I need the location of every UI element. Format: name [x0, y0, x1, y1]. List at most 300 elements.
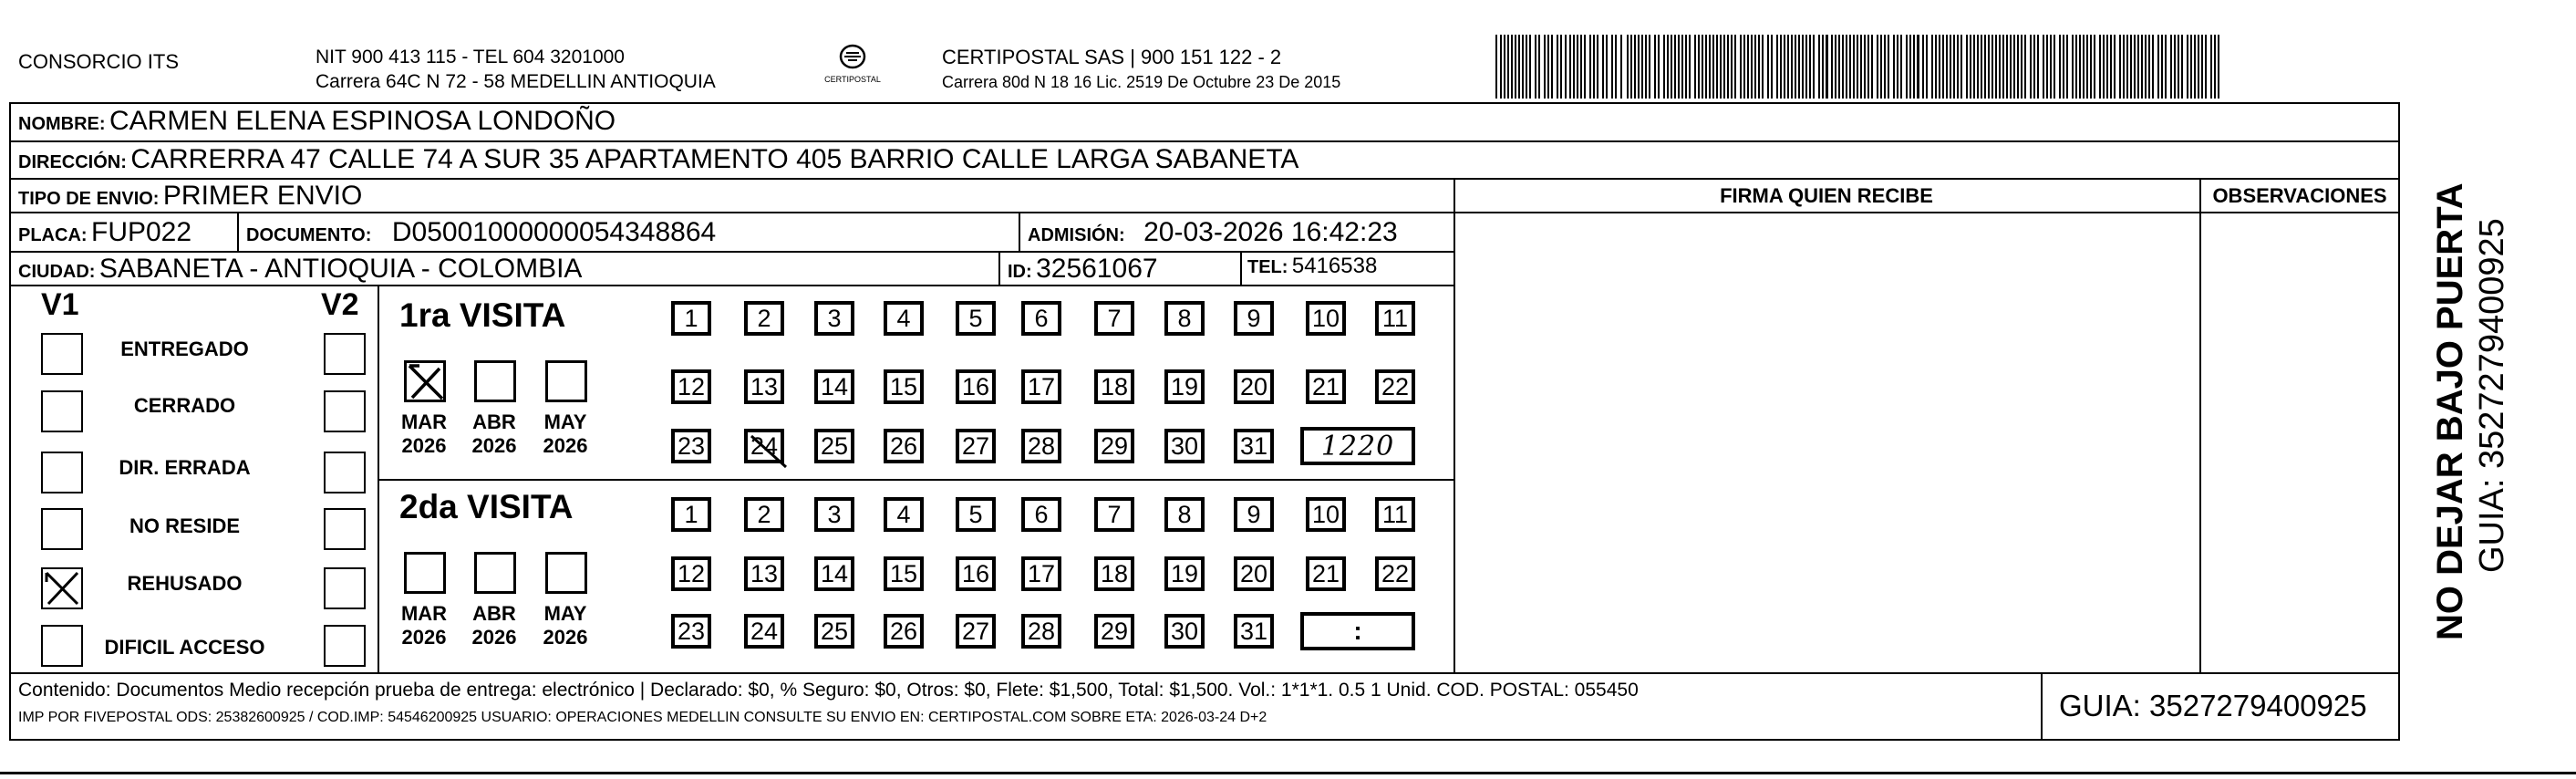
barcode-bar: [2106, 35, 2108, 99]
barcode-bar: [2205, 35, 2207, 99]
v1-checkbox[interactable]: [41, 452, 83, 493]
day-number: 16: [961, 559, 990, 587]
day-box[interactable]: [884, 369, 924, 404]
day-box[interactable]: [1021, 614, 1061, 649]
barcode-bar: [2218, 35, 2219, 99]
month-label: ABR 2026: [471, 602, 517, 649]
v1-checkbox[interactable]: [41, 625, 83, 667]
barcode-bar: [1931, 35, 1933, 99]
barcode-bar: [1776, 35, 1778, 99]
day-number: 4: [896, 304, 911, 332]
barcode-bar: [1495, 35, 1497, 99]
barcode-bar: [1645, 35, 1647, 99]
barcode-bar: [2006, 35, 2008, 99]
barcode-bar: [1970, 35, 1971, 99]
day-number: 27: [961, 617, 990, 645]
barcode-bar: [2079, 35, 2081, 99]
month-label: MAY 2026: [543, 602, 588, 649]
day-box[interactable]: [671, 497, 711, 532]
barcode-bar: [1611, 35, 1613, 99]
day-box[interactable]: [1234, 614, 1274, 649]
day-number: 9: [1247, 500, 1261, 528]
barcode-bar: [1846, 35, 1847, 99]
check-mark-icon: [746, 429, 791, 471]
day-box[interactable]: [1021, 556, 1061, 591]
check-mark-icon: [43, 569, 81, 608]
barcode-bar: [1573, 35, 1575, 99]
barcode-bar: [1515, 35, 1516, 99]
day-box[interactable]: [956, 556, 996, 591]
barcode-bar: [2141, 35, 2143, 99]
day-box[interactable]: [1375, 369, 1415, 404]
barcode-bar: [1857, 35, 1858, 99]
day-box[interactable]: [1094, 301, 1134, 336]
day-number: 2: [757, 304, 771, 332]
day-number: 7: [1107, 304, 1122, 332]
documento-field: [246, 217, 716, 248]
day-box[interactable]: [814, 369, 854, 404]
tel-label: TEL:: [1247, 257, 1288, 277]
barcode-bar: [2181, 35, 2183, 99]
barcode-bar: [1709, 35, 1711, 99]
tipo-row: [18, 181, 362, 212]
barcode-bar: [2137, 35, 2139, 99]
barcode-bar: [1853, 35, 1855, 99]
barcode-bar: [1649, 35, 1650, 99]
certipostal-address: Carrera 80d N 18 16 Lic. 2519 De Octubre 23 De 2015: [942, 73, 1341, 91]
day-box[interactable]: [1306, 556, 1346, 591]
tel-field: [1247, 254, 1377, 279]
day-box[interactable]: [814, 429, 854, 463]
day-box[interactable]: [814, 614, 854, 649]
day-number: 28: [1027, 617, 1056, 645]
day-box[interactable]: [1094, 556, 1134, 591]
month-checkbox[interactable]: [545, 360, 587, 402]
company-name: CONSORCIO ITS: [18, 50, 180, 73]
day-number: 16: [961, 372, 990, 400]
barcode-bar: [1953, 35, 1955, 99]
day-box[interactable]: [814, 556, 854, 591]
day-number: 14: [820, 372, 849, 400]
day-number: 17: [1027, 559, 1056, 587]
barcode-bar: [2094, 35, 2095, 99]
day-box[interactable]: [744, 369, 784, 404]
footer-contenido: Contenido: Documentos Medio recepción prueba de entrega: electrónico | Declarado: $0, % Seguro: $0, Otros: $0, Flete: $1,500, Total: $1,500. Vol.: 1*1*1. 0.5 1 Unid. COD. POSTAL: 055450: [18, 680, 1639, 701]
month-label: MAR 2026: [400, 602, 448, 649]
v2-header: V2: [321, 287, 359, 322]
placa-label: PLACA:: [18, 225, 88, 245]
barcode-bar: [2017, 35, 2019, 99]
day-box[interactable]: [1234, 556, 1274, 591]
day-box[interactable]: [1094, 614, 1134, 649]
day-number: 18: [1100, 372, 1129, 400]
status-label: REHUSADO: [127, 572, 243, 595]
day-number: 26: [889, 617, 918, 645]
day-box[interactable]: [956, 301, 996, 336]
tel-value: 5416538: [1291, 254, 1378, 278]
day-number: 27: [961, 431, 990, 460]
day-number: 17: [1027, 372, 1056, 400]
barcode-bar: [2072, 35, 2074, 99]
barcode-bar: [1950, 35, 1951, 99]
day-number: 4: [896, 500, 911, 528]
barcode-bar: [1984, 35, 1986, 99]
barcode-bar: [2194, 35, 2196, 99]
barcode-bar: [2099, 35, 2101, 99]
day-box[interactable]: [1164, 429, 1205, 463]
barcode-bar: [1860, 35, 1862, 99]
day-number: 8: [1177, 500, 1192, 528]
day-box[interactable]: [1164, 497, 1205, 532]
day-box[interactable]: [956, 369, 996, 404]
side-warning: NO DEJAR BAJO PUERTA: [2430, 182, 2470, 640]
day-box[interactable]: [1234, 429, 1274, 463]
time-box[interactable]: [1300, 427, 1415, 465]
day-number: 14: [820, 559, 849, 587]
barcode-bar: [1884, 35, 1886, 99]
barcode-bar: [2010, 35, 2012, 99]
v1-checkbox[interactable]: [41, 333, 83, 375]
barcode-bar: [2178, 35, 2179, 99]
day-box[interactable]: [956, 614, 996, 649]
barcode-bar: [1663, 35, 1665, 99]
day-box[interactable]: [1164, 614, 1205, 649]
barcode-bar: [1551, 35, 1553, 99]
barcode-bar: [2024, 35, 2026, 99]
barcode-bar: [2059, 35, 2061, 99]
v2-checkbox[interactable]: [324, 567, 366, 609]
barcode-bar: [2037, 35, 2039, 99]
month-label: ABR 2026: [471, 410, 517, 457]
firma-label: FIRMA QUIEN RECIBE: [1720, 184, 1933, 207]
day-number: 8: [1177, 304, 1192, 332]
day-box[interactable]: [1164, 301, 1205, 336]
barcode-bar: [1942, 35, 1944, 99]
day-number: 29: [1100, 431, 1129, 460]
barcode-bar: [1698, 35, 1700, 99]
admision-value: 20-03-2026 16:42:23: [1143, 217, 1398, 247]
barcode: [1495, 35, 2225, 99]
barcode-bar: [1864, 35, 1866, 99]
day-number: 20: [1239, 372, 1268, 400]
day-box[interactable]: [814, 301, 854, 336]
barcode-bar: [1966, 35, 1968, 99]
day-box[interactable]: [671, 369, 711, 404]
day-number: 11: [1381, 500, 1409, 528]
day-box[interactable]: [1094, 429, 1134, 463]
barcode-bar: [1720, 35, 1722, 99]
day-box[interactable]: [884, 497, 924, 532]
barcode-bar: [2103, 35, 2105, 99]
barcode-bar: [1795, 35, 1796, 99]
id-value: 32561067: [1036, 254, 1158, 284]
day-box[interactable]: [1094, 497, 1134, 532]
day-number: 15: [889, 559, 918, 587]
v2-checkbox[interactable]: [324, 452, 366, 493]
day-box[interactable]: [1375, 497, 1415, 532]
day-number: 3: [827, 304, 842, 332]
barcode-bar: [2123, 35, 2125, 99]
day-number: 15: [889, 372, 918, 400]
time-box[interactable]: [1300, 612, 1415, 650]
day-number: 21: [1311, 372, 1340, 400]
barcode-bar: [1999, 35, 2001, 99]
nombre-label: NOMBRE:: [18, 114, 106, 134]
barcode-bar: [2165, 35, 2167, 99]
barcode-bar: [1667, 35, 1669, 99]
first-visit-title: 1ra VISITA: [399, 296, 566, 334]
month-checkbox[interactable]: [404, 360, 446, 402]
v2-checkbox[interactable]: [324, 625, 366, 667]
month-label: MAR 2026: [400, 410, 448, 457]
barcode-bar: [1685, 35, 1687, 99]
barcode-bar: [2190, 35, 2192, 99]
barcode-bar: [2030, 35, 2032, 99]
barcode-bar: [1877, 35, 1878, 99]
barcode-bar: [1678, 35, 1680, 99]
day-box[interactable]: [884, 556, 924, 591]
barcode-bar: [1798, 35, 1800, 99]
day-box[interactable]: [671, 556, 711, 591]
barcode-bar: [1511, 35, 1513, 99]
placa-value: FUP022: [91, 217, 192, 247]
documento-value: D050010000000543488​64: [391, 217, 717, 247]
barcode-bar: [1957, 35, 1959, 99]
barcode-bar: [1627, 35, 1629, 99]
barcode-bar: [1535, 35, 1536, 99]
day-number: 10: [1311, 304, 1340, 332]
side-guia: GUIA: 3527279400925: [2473, 218, 2511, 573]
day-box[interactable]: [1306, 497, 1346, 532]
ciudad-value: SABANETA - ANTIOQUIA - COLOMBIA: [98, 254, 583, 284]
day-box[interactable]: [884, 301, 924, 336]
certipostal-logo: [816, 41, 889, 91]
day-box[interactable]: [1306, 369, 1346, 404]
month-label: MAY 2026: [543, 410, 588, 457]
v1-checkbox[interactable]: [41, 390, 83, 432]
barcode-bar: [1767, 35, 1769, 99]
day-box[interactable]: [671, 301, 711, 336]
barcode-bar: [2013, 35, 2015, 99]
barcode-bar: [1838, 35, 1840, 99]
barcode-bar: [1988, 35, 1990, 99]
barcode-bar: [1689, 35, 1691, 99]
day-box[interactable]: [1164, 369, 1205, 404]
barcode-bar: [2046, 35, 2048, 99]
barcode-bar: [1935, 35, 1937, 99]
day-box[interactable]: [1021, 369, 1061, 404]
documento-label: DOCUMENTO:: [246, 225, 372, 245]
id-label: ID:: [1008, 262, 1032, 282]
barcode-bar: [2130, 35, 2132, 99]
barcode-bar: [2114, 35, 2116, 99]
day-box[interactable]: [744, 497, 784, 532]
footer-imp: IMP POR FIVEPOSTAL ODS: 25382600925 / COD.IMP: 54546200925 USUARIO: OPERACIONES MEDELLIN CONSULTE SU ENVIO EN: CERTIPOSTAL.COM SOBRE ETA: 2026-03-24 D+2: [18, 710, 1267, 725]
day-box[interactable]: [1021, 301, 1061, 336]
day-box[interactable]: [744, 301, 784, 336]
barcode-bar: [1835, 35, 1836, 99]
v1-checkbox[interactable]: [41, 508, 83, 550]
check-mark-icon: [407, 363, 445, 401]
day-box[interactable]: [744, 429, 784, 463]
barcode-bar: [2054, 35, 2055, 99]
barcode-bar: [1681, 35, 1683, 99]
second-visit-title: 2da VISITA: [399, 488, 574, 525]
day-box[interactable]: [1234, 301, 1274, 336]
barcode-bar: [1762, 35, 1764, 99]
barcode-bar: [1731, 35, 1733, 99]
barcode-bar: [1802, 35, 1804, 99]
day-number: 28: [1027, 431, 1056, 460]
status-label: CERRADO: [133, 394, 236, 417]
day-box[interactable]: [814, 497, 854, 532]
day-number: 30: [1170, 431, 1199, 460]
v2-checkbox[interactable]: [324, 508, 366, 550]
month-checkbox[interactable]: [545, 552, 587, 594]
barcode-bar: [1638, 35, 1640, 99]
day-box[interactable]: [956, 497, 996, 532]
day-box[interactable]: [744, 614, 784, 649]
day-number: 31: [1239, 617, 1268, 645]
barcode-bar: [1606, 35, 1608, 99]
barcode-bar: [2033, 35, 2035, 99]
barcode-bar: [1991, 35, 1993, 99]
barcode-bar: [1560, 35, 1562, 99]
nit-line: NIT 900 413 115 - TEL 604 3201000: [316, 47, 625, 68]
barcode-bar: [2002, 35, 2004, 99]
v2-checkbox[interactable]: [324, 390, 366, 432]
day-number: 31: [1239, 431, 1268, 460]
status-label: DIR. ERRADA: [119, 456, 251, 479]
barcode-bar: [1507, 35, 1509, 99]
barcode-bar: [2198, 35, 2199, 99]
day-number: 19: [1170, 372, 1199, 400]
month-checkbox[interactable]: [474, 552, 516, 594]
barcode-bar: [1871, 35, 1873, 99]
day-number: 20: [1239, 559, 1268, 587]
barcode-bar: [2187, 35, 2188, 99]
barcode-bar: [1674, 35, 1676, 99]
tipo-label: TIPO DE ENVIO:: [18, 189, 160, 209]
day-box[interactable]: [1094, 369, 1134, 404]
day-box[interactable]: [671, 429, 711, 463]
day-box[interactable]: [1234, 369, 1274, 404]
barcode-bar: [1784, 35, 1785, 99]
day-number: 19: [1170, 559, 1199, 587]
day-number: 13: [750, 559, 779, 587]
day-box[interactable]: [1375, 301, 1415, 336]
day-number: 6: [1034, 304, 1049, 332]
day-box[interactable]: [744, 556, 784, 591]
barcode-bar: [1569, 35, 1571, 99]
day-number: 26: [889, 431, 918, 460]
barcode-bar: [1909, 35, 1911, 99]
day-box[interactable]: [1021, 429, 1061, 463]
status-label: DIFICIL ACCESO: [104, 636, 265, 659]
day-number: 18: [1100, 559, 1129, 587]
day-number: 29: [1100, 617, 1129, 645]
certipostal-line: CERTIPOSTAL SAS | 900 151 122 - 2: [942, 46, 1282, 68]
barcode-bar: [1981, 35, 1982, 99]
barcode-bar: [2083, 35, 2085, 99]
barcode-bar: [1597, 35, 1598, 99]
barcode-bar: [1641, 35, 1643, 99]
barcode-bar: [2075, 35, 2077, 99]
day-number: 23: [677, 617, 706, 645]
barcode-bar: [1818, 35, 1820, 99]
barcode-bar: [1620, 35, 1622, 99]
barcode-bar: [1580, 35, 1582, 99]
tipo-value: PRIMER ENVIO: [162, 181, 363, 211]
day-number: 25: [820, 431, 849, 460]
day-number: 1: [684, 304, 698, 332]
barcode-bar: [2086, 35, 2088, 99]
day-box[interactable]: [884, 614, 924, 649]
barcode-bar: [1880, 35, 1882, 99]
day-box[interactable]: [1021, 497, 1061, 532]
ciudad-label: CIUDAD:: [18, 262, 96, 282]
nombre-value: CARMEN ELENA ESPINOSA LONDOÑO: [109, 106, 616, 136]
v2-checkbox[interactable]: [324, 333, 366, 375]
barcode-bar: [1809, 35, 1811, 99]
barcode-bar: [1602, 35, 1604, 99]
barcode-bar: [2152, 35, 2154, 99]
month-checkbox[interactable]: [404, 552, 446, 594]
barcode-bar: [1926, 35, 1928, 99]
address-line: Carrera 64C N 72 - 58 MEDELLIN ANTIOQUIA: [316, 71, 716, 92]
day-number: 12: [677, 559, 706, 587]
barcode-bar: [1705, 35, 1707, 99]
day-number: 7: [1107, 500, 1122, 528]
barcode-bar: [2063, 35, 2064, 99]
id-field: [1008, 254, 1158, 285]
admision-label: ADMISIÓN:: [1028, 225, 1125, 245]
direccion-value: CARRERRA 47 CALLE 74 A SUR 35 APARTAMENTO 405 BARRIO CALLE LARGA SABANETA: [130, 144, 1299, 174]
day-number: 24: [750, 617, 779, 645]
barcode-bar: [2210, 35, 2212, 99]
day-number: 5: [968, 304, 983, 332]
barcode-bar: [2021, 35, 2023, 99]
day-box[interactable]: [956, 429, 996, 463]
day-number: 23: [677, 431, 706, 460]
day-box[interactable]: [671, 614, 711, 649]
day-box[interactable]: [1375, 556, 1415, 591]
barcode-bar: [1712, 35, 1714, 99]
barcode-bar: [1734, 35, 1736, 99]
barcode-bar: [1917, 35, 1919, 99]
day-box[interactable]: [1306, 301, 1346, 336]
month-checkbox[interactable]: [474, 360, 516, 402]
barcode-bar: [1526, 35, 1527, 99]
barcode-bar: [1518, 35, 1520, 99]
barcode-bar: [1960, 35, 1962, 99]
barcode-bar: [2066, 35, 2068, 99]
barcode-bar: [1751, 35, 1753, 99]
day-box[interactable]: [1164, 556, 1205, 591]
day-box[interactable]: [1234, 497, 1274, 532]
day-box[interactable]: [884, 429, 924, 463]
barcode-bar: [1888, 35, 1889, 99]
barcode-bar: [2119, 35, 2121, 99]
barcode-bar: [1593, 35, 1595, 99]
barcode-bar: [1849, 35, 1851, 99]
v1-checkbox[interactable]: [41, 567, 83, 609]
handwritten-time: 1220: [1320, 430, 1395, 462]
barcode-bar: [1771, 35, 1773, 99]
ciudad-field: [18, 254, 582, 285]
barcode-bar: [1893, 35, 1895, 99]
day-number: 10: [1311, 500, 1340, 528]
